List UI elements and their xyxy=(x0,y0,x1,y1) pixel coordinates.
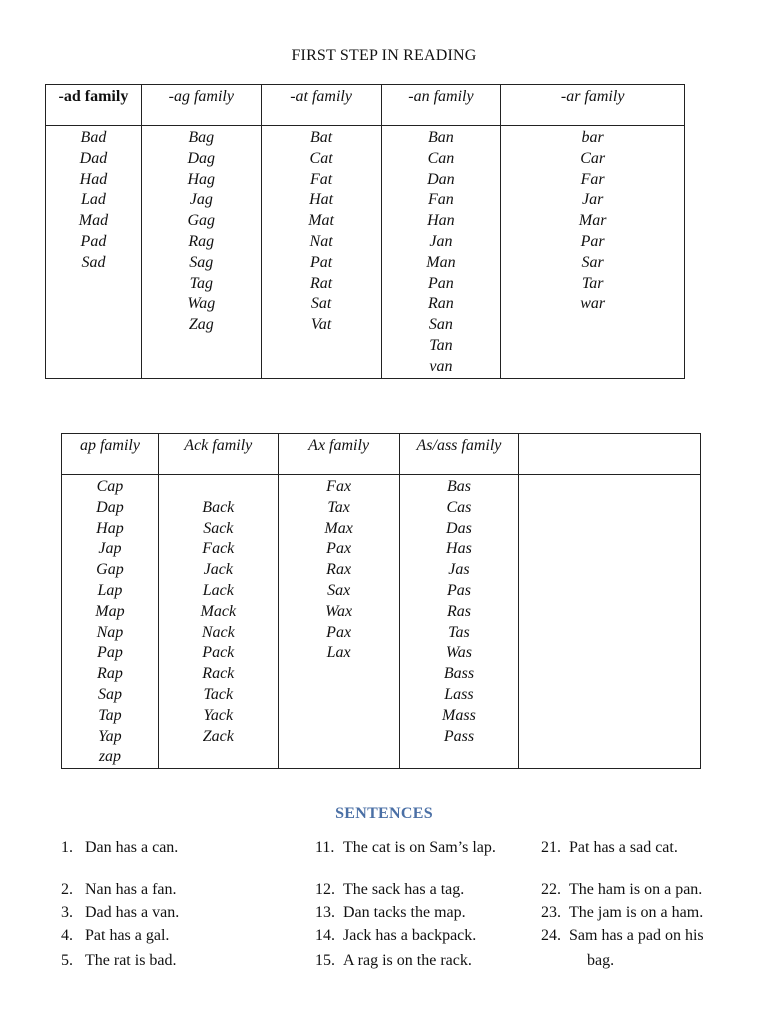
table-body-row xyxy=(62,475,701,769)
word-item: Pack xyxy=(202,644,235,662)
table-header-row xyxy=(46,85,685,126)
column-header-ar-family: -ar family xyxy=(501,85,685,126)
sentence-number: 13. xyxy=(315,904,335,921)
word-item: Jan xyxy=(429,232,453,250)
word-item: Rag xyxy=(188,232,215,250)
word-item: Lack xyxy=(202,581,234,599)
word-item: Dag xyxy=(187,149,216,167)
sentence-text: Pat has a sad cat. xyxy=(569,839,678,856)
word-item: Fack xyxy=(202,540,235,558)
word-item: Tas xyxy=(448,623,470,641)
word-item: Sag xyxy=(189,253,214,271)
word-item: Nat xyxy=(309,232,333,250)
column-header-an-family: -an family xyxy=(381,85,501,126)
word-item: Max xyxy=(324,519,353,537)
sentence-text: bag. xyxy=(587,952,615,969)
word-item: Par xyxy=(580,232,605,250)
word-item: Fan xyxy=(428,191,454,209)
sentence-number: 3. xyxy=(61,904,73,921)
word-family-table-1 xyxy=(45,84,685,379)
word-item: Rack xyxy=(202,665,235,683)
word-item: Jas xyxy=(448,561,470,579)
sentence-text: Jack has a backpack. xyxy=(343,927,477,944)
sentence-item xyxy=(541,904,703,922)
word-item: Lass xyxy=(444,685,474,703)
word-item: Cas xyxy=(446,498,472,516)
word-item: Hag xyxy=(187,170,216,188)
word-item: Sad xyxy=(81,253,106,271)
word-item: Dap xyxy=(96,498,124,516)
sentence-text: The cat is on Sam’s lap. xyxy=(343,839,496,856)
word-item: Has xyxy=(446,540,472,558)
word-item: Wag xyxy=(187,295,216,313)
word-item: Pap xyxy=(97,644,123,662)
word-item: Hat xyxy=(309,191,334,209)
word-column-cell xyxy=(519,475,701,769)
word-item: Bat xyxy=(309,129,333,146)
column-header-as-ass-family: As/ass family xyxy=(399,434,519,475)
word-item: Han xyxy=(427,212,455,230)
word-item: zap xyxy=(98,748,122,766)
word-item: Mad xyxy=(78,212,109,230)
sentence-text: The ham is on a pan. xyxy=(569,881,703,898)
sentence-item xyxy=(315,881,464,899)
word-item: Pass xyxy=(443,727,475,745)
word-item: Yap xyxy=(98,727,122,745)
word-item: Can xyxy=(427,149,455,167)
word-item: Bass xyxy=(443,665,475,683)
word-item: Bag xyxy=(188,129,215,146)
word-item: Dan xyxy=(427,170,455,188)
word-column-cell xyxy=(62,475,159,769)
sentence-item xyxy=(61,927,169,945)
word-item: Das xyxy=(446,519,472,537)
column-header-ack-family: Ack family xyxy=(158,434,278,475)
word-item: Pad xyxy=(80,232,107,250)
word-column-cell xyxy=(381,126,501,379)
word-item: Sap xyxy=(97,685,122,703)
word-item: Fax xyxy=(326,478,352,495)
word-item: San xyxy=(428,316,453,334)
word-column-cell xyxy=(158,475,278,769)
table-header-row xyxy=(62,434,701,475)
sentence-text: Nan has a fan. xyxy=(85,881,177,898)
sentence-text: The sack has a tag. xyxy=(343,881,465,898)
word-list xyxy=(262,126,381,336)
word-item: Map xyxy=(95,602,125,620)
word-item: Sat xyxy=(310,295,332,313)
sentence-item xyxy=(61,904,179,922)
word-item: Ban xyxy=(428,129,454,146)
word-item: Dad xyxy=(79,149,108,167)
word-column-cell xyxy=(501,126,685,379)
word-item: Nap xyxy=(96,623,124,641)
word-column-cell xyxy=(141,126,261,379)
word-item: van xyxy=(429,357,453,375)
word-item: Tack xyxy=(203,685,234,703)
word-list xyxy=(62,475,158,768)
word-item: Rax xyxy=(326,561,352,579)
word-item: Mass xyxy=(442,706,476,724)
sentence-number: 21. xyxy=(541,839,561,856)
page-title: FIRST STEP IN READING xyxy=(291,47,477,64)
word-item: Rap xyxy=(97,665,123,683)
sentence-text: Sam has a pad on his xyxy=(569,927,704,944)
column-header-ax-family: Ax family xyxy=(278,434,399,475)
word-item: Vat xyxy=(310,316,332,334)
sentence-number: 12. xyxy=(315,881,335,898)
sentence-number: 24. xyxy=(541,927,561,944)
word-item: Jag xyxy=(189,191,213,209)
word-item: Mat xyxy=(308,212,334,230)
sentence-item xyxy=(61,952,177,970)
sentence-item xyxy=(315,839,496,857)
word-item: Sar xyxy=(581,253,604,271)
word-item: Yack xyxy=(203,706,234,724)
word-item: Jap xyxy=(98,540,122,558)
sentence-number: 2. xyxy=(61,881,73,898)
sentence-number: 23. xyxy=(541,904,561,921)
sentence-text: Dan tacks the map. xyxy=(343,904,466,921)
sentence-number: 11. xyxy=(315,839,335,856)
word-item: Fat xyxy=(309,170,333,188)
word-column-cell xyxy=(261,126,381,379)
word-item: Ran xyxy=(428,295,454,313)
word-item: Had xyxy=(79,170,108,188)
word-item: Car xyxy=(580,149,606,167)
sentence-item xyxy=(61,839,178,857)
word-item: Lad xyxy=(80,191,106,209)
sentence-number: 15. xyxy=(315,952,335,969)
sentence-item xyxy=(541,952,614,970)
word-item: Jack xyxy=(203,561,233,579)
column-header-ad-family: -ad family xyxy=(46,85,142,126)
word-item: Pat xyxy=(309,253,333,271)
word-item: Zag xyxy=(188,316,214,334)
sentence-item xyxy=(315,952,472,970)
sentence-number: 22. xyxy=(541,881,561,898)
word-item: Tan xyxy=(429,336,453,354)
word-list xyxy=(382,126,501,378)
word-item: Back xyxy=(202,498,235,516)
word-item: Lap xyxy=(97,581,123,599)
word-item: Gag xyxy=(187,212,216,230)
sentence-text: The rat is bad. xyxy=(85,952,177,969)
word-item: Pan xyxy=(428,274,454,292)
word-list xyxy=(159,475,278,747)
word-item: Bad xyxy=(80,129,107,146)
sentence-text: The jam is on a ham. xyxy=(569,904,704,921)
word-item: Ras xyxy=(446,602,471,620)
sentence-text: Dan has a can. xyxy=(85,839,179,856)
table-body-row xyxy=(46,126,685,379)
word-item: Tap xyxy=(98,706,122,724)
word-item xyxy=(159,477,278,498)
word-list xyxy=(400,475,519,747)
sentence-text: Dad has a van. xyxy=(85,904,180,921)
sentence-number: 14. xyxy=(315,927,335,944)
sentences-heading: SENTENCES xyxy=(335,805,433,822)
word-item: Tax xyxy=(327,498,350,516)
word-item: Zack xyxy=(202,727,234,745)
word-column-cell xyxy=(399,475,519,769)
word-item: war xyxy=(580,295,606,313)
word-item: Lax xyxy=(326,644,351,662)
sentence-text: Pat has a gal. xyxy=(85,927,170,944)
sentence-item xyxy=(541,927,704,945)
word-item: Bas xyxy=(446,478,471,495)
word-item: bar xyxy=(581,129,604,146)
word-column-cell xyxy=(46,126,142,379)
sentence-text: A rag is on the rack. xyxy=(343,952,472,969)
word-item: Cap xyxy=(96,478,124,495)
column-header-ap-family: ap family xyxy=(62,434,159,475)
word-list xyxy=(142,126,261,336)
word-item: Pas xyxy=(446,581,471,599)
column-header-at-family: -at family xyxy=(261,85,381,126)
word-item: Hap xyxy=(96,519,124,537)
word-item: Tar xyxy=(581,274,604,292)
word-item: Man xyxy=(426,253,456,271)
word-item: Wax xyxy=(325,602,353,620)
word-item: Pax xyxy=(326,623,352,641)
sentence-number: 1. xyxy=(61,839,73,856)
sentence-item xyxy=(541,881,702,899)
word-item: Mack xyxy=(200,602,237,620)
word-item: Sack xyxy=(203,519,234,537)
sentence-item xyxy=(315,904,466,922)
column-header-ag-family: -ag family xyxy=(141,85,261,126)
word-item: Nack xyxy=(201,623,235,641)
word-item: Mar xyxy=(578,212,607,230)
word-family-table-2 xyxy=(61,433,701,769)
word-item: Rat xyxy=(309,274,333,292)
column-header-empty xyxy=(519,434,701,475)
word-item: Far xyxy=(580,170,605,188)
word-item: Gap xyxy=(96,561,124,579)
word-item: Cat xyxy=(309,149,333,167)
word-list xyxy=(46,126,141,274)
word-item: Sax xyxy=(327,581,351,599)
word-item: Jar xyxy=(581,191,604,209)
sentence-number: 5. xyxy=(61,952,73,969)
word-column-cell xyxy=(278,475,399,769)
sentence-item xyxy=(315,927,476,945)
word-list xyxy=(519,475,700,477)
word-list xyxy=(279,475,399,664)
word-item: Was xyxy=(445,644,472,662)
sentence-item xyxy=(541,839,678,857)
sentence-item xyxy=(61,881,177,899)
word-item: Tag xyxy=(189,274,213,292)
word-list xyxy=(501,126,684,315)
word-item: Pax xyxy=(326,540,352,558)
sentence-number: 4. xyxy=(61,927,73,944)
